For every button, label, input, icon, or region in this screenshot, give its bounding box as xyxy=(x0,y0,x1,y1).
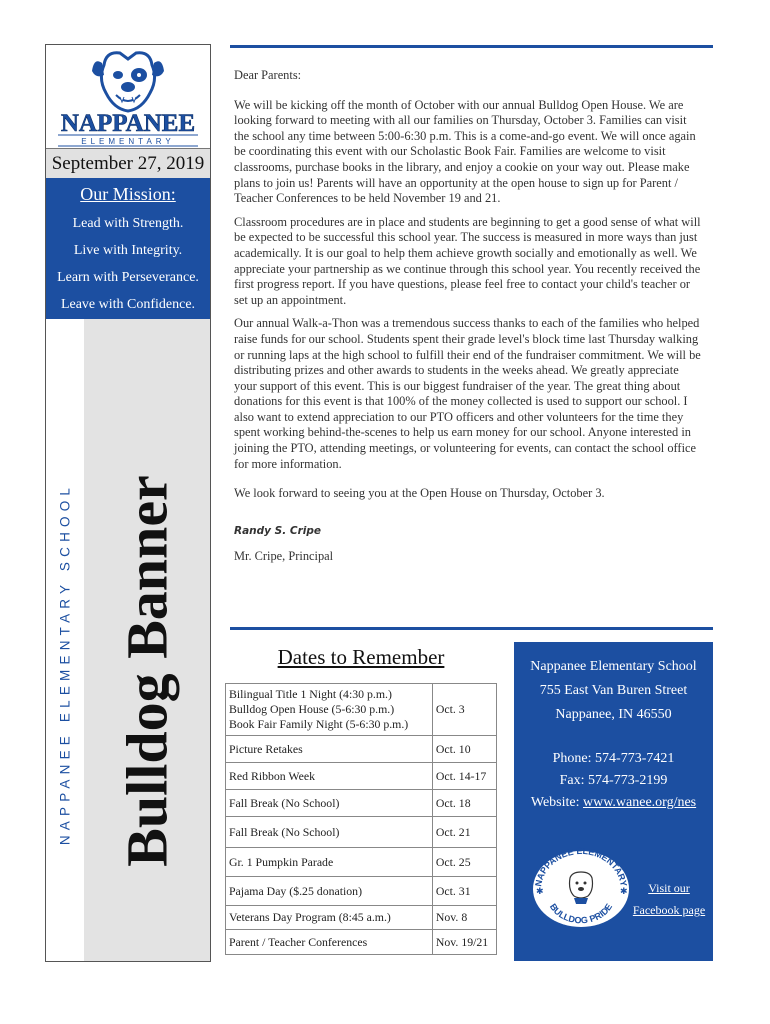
paw-print-icon: ✱ xyxy=(620,886,628,896)
date-event: Gr. 1 Pumpkin Parade xyxy=(226,848,433,877)
date-row xyxy=(226,763,497,790)
date-value: Oct. 3 xyxy=(432,684,496,736)
school-logo xyxy=(46,45,210,149)
mission-line: Lead with Strength. xyxy=(72,216,184,231)
date-event: Pajama Day ($.25 donation) xyxy=(226,877,433,906)
date-event: Parent / Teacher Conferences xyxy=(226,930,433,955)
dates-title: Dates to Remember xyxy=(277,645,445,669)
banner-title: Bulldog Banner xyxy=(114,475,180,867)
facebook-line2: Facebook page xyxy=(632,903,706,917)
date-event: Fall Break (No School) xyxy=(226,790,433,817)
date-value: Oct. 31 xyxy=(432,877,496,906)
contact-city: Nappanee, IN 46550 xyxy=(555,707,672,722)
bulldog-pride-seal xyxy=(528,844,634,928)
mission-title: Our Mission: xyxy=(80,184,176,204)
date-event: Veterans Day Program (8:45 a.m.) xyxy=(226,906,433,930)
principal-letter xyxy=(234,68,704,573)
paw-print-icon: ✱ xyxy=(536,886,544,896)
logo-sub: ELEMENTARY xyxy=(81,137,175,146)
date-row xyxy=(226,877,497,906)
website-label: Website: xyxy=(530,795,583,810)
mission-box xyxy=(46,178,210,319)
contact-phone: Phone: 574-773-7421 xyxy=(552,751,675,766)
contact-website xyxy=(514,795,713,811)
letter-paragraph: We will be kicking off the month of October with our annual Bulldog Open House. We are looking forward to meeting with all our families on Thursday, October 3. Families can visit the school any time between 5:00-6:30 p.m. This is a come-and-go event. We will once again be coordinating this event with our Scholastic Book Fair. Families are welcome to visit classrooms, purchase books in the library, and enjoy a cookie on your way out. Please make plans to join us! Parents will have an opportunity at the open house to sign up for Parent / Teacher Conferences to be held November 19 and 21. xyxy=(234,97,696,206)
date-value: Nov. 8 xyxy=(432,906,496,930)
seal-bottom-text: BULLDOG PRIDE xyxy=(547,901,615,926)
vertical-banner-area xyxy=(46,319,210,961)
letter-paragraph: Classroom procedures are in place and students are beginning to get a good sense of what will be expected to be successful this school year. The success is measured in more ways than just academically. It is our goal to help them achieve growth socially and emotionally as well. We appreciate your partnership as we continue through this school year. You recently received the first progress report. If you have questions, please feel free to contact your child's teacher or set up an appointment. xyxy=(234,214,701,307)
letter-signer: Mr. Cripe, Principal xyxy=(234,549,334,564)
website-link[interactable]: www.wanee.org/nes xyxy=(583,795,697,810)
sidebar xyxy=(45,44,211,962)
date-value: Oct. 10 xyxy=(432,736,496,763)
vertical-school-name-strip xyxy=(46,319,84,961)
contact-box xyxy=(514,642,713,961)
letter-signature: Randy S. Cripe xyxy=(234,524,321,537)
issue-date: September 27, 2019 xyxy=(46,148,210,179)
banner-title-strip xyxy=(84,319,210,961)
dates-table xyxy=(225,683,497,955)
letter-paragraph: Our annual Walk-a-Thon was a tremendous success thanks to each of the families who helped raise funds for our school. Students spent their grade level's block time last Thursday walking or running laps at the high school to fulfill their end of the fundraiser commitment. We will be distributing prizes and other awards to students in the weeks ahead. We greatly appreciate your support of this event. This is our biggest fundraiser of the year. The great thing about donations for this event is that 100% of the money collected is used to support our school. I also want to extend appreciation to our PTO officers and other volunteers for the time they spent working behind-the-scenes to help us earn money for our school. Anyone interested in joining the PTO, attending meetings, or volunteering for events, can contact the school office for more information. xyxy=(234,316,701,471)
date-value: Nov. 19/21 xyxy=(432,930,496,955)
date-value: Oct. 25 xyxy=(432,848,496,877)
top-divider xyxy=(230,45,713,48)
letter-paragraph: We look forward to seeing you at the Open House on Thursday, October 3. xyxy=(234,486,605,501)
contact-school-name: Nappanee Elementary School xyxy=(530,659,697,674)
date-event: Fall Break (No School) xyxy=(226,817,433,848)
date-event: Picture Retakes xyxy=(226,736,433,763)
middle-divider xyxy=(230,627,713,630)
date-row xyxy=(226,906,497,930)
facebook-link[interactable] xyxy=(629,877,709,921)
vertical-school-name: NAPPANEE ELEMENTARY SCHOOL xyxy=(57,482,73,846)
date-row xyxy=(226,684,497,736)
date-row xyxy=(226,736,497,763)
date-value: Oct. 14-17 xyxy=(432,763,496,790)
bulldog-mascot-icon xyxy=(92,53,164,111)
seal-top-text: NAPPANEE ELEMENTARY xyxy=(533,845,629,888)
date-event: Red Ribbon Week xyxy=(226,763,433,790)
mission-line: Learn with Perseverance. xyxy=(57,270,199,285)
date-row xyxy=(226,930,497,955)
date-row xyxy=(226,817,497,848)
facebook-line1: Visit our xyxy=(648,881,690,895)
date-row xyxy=(226,848,497,877)
mission-line: Live with Integrity. xyxy=(73,243,183,258)
contact-address: 755 East Van Buren Street xyxy=(539,683,688,698)
mission-line: Leave with Confidence. xyxy=(60,297,196,312)
date-value: Oct. 18 xyxy=(432,790,496,817)
date-row xyxy=(226,790,497,817)
date-event: Bilingual Title 1 Night (4:30 p.m.) Bulldog Open House (5-6:30 p.m.) Book Fair Family Night (5-6:30 p.m.) xyxy=(226,684,433,736)
date-value: Oct. 21 xyxy=(432,817,496,848)
logo-name: NAPPANEE xyxy=(60,110,196,137)
letter-greeting: Dear Parents: xyxy=(234,68,302,82)
contact-fax: Fax: 574-773-2199 xyxy=(559,773,668,788)
